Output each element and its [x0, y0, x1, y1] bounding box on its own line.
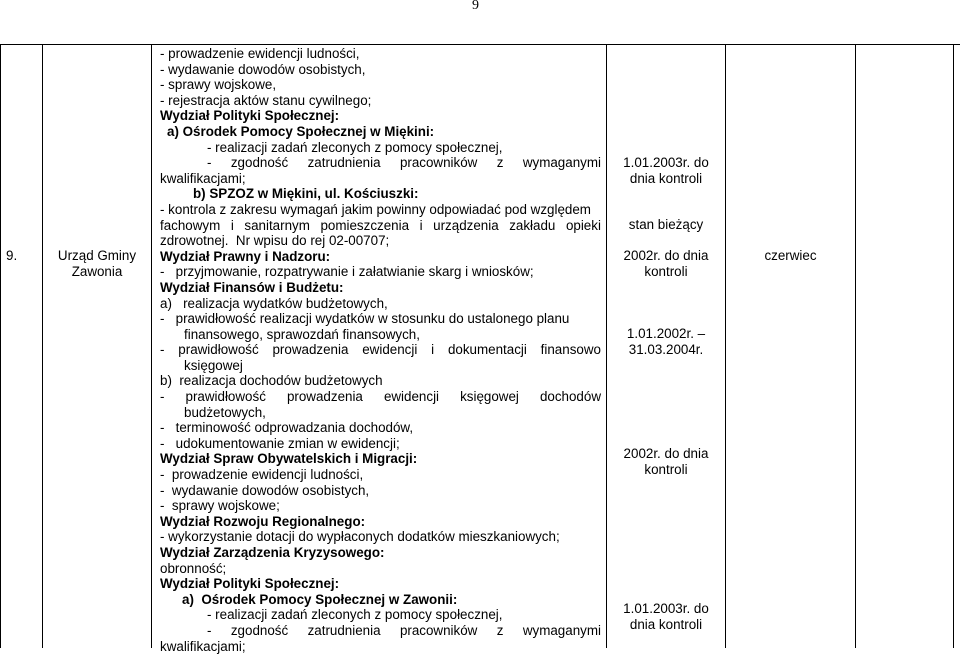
period-entry: dnia kontroli — [629, 617, 703, 632]
col-border-5 — [855, 44, 856, 648]
period-entry: stan bieżący — [628, 217, 704, 232]
scope-line: - prowadzenie ewidencji ludności, — [160, 467, 364, 483]
scope-line: zdrowotnej. Nr wpisu do rej 02-00707; — [160, 233, 390, 249]
col-border-4 — [725, 44, 726, 648]
unit-name-line2: Zawonia — [71, 264, 123, 279]
period-entry: 1.01.2002r. – — [626, 326, 706, 341]
scope-line: księgowej — [184, 357, 243, 373]
row-number: 9. — [6, 248, 18, 263]
scope-line: - prawidłowość realizacji wydatków w stosunku do ustalonego planu — [160, 311, 570, 327]
col-border-0 — [0, 44, 1, 648]
section-heading: Wydział Zarządzenia Kryzysowego: — [160, 545, 385, 560]
period-entry: dnia kontroli — [629, 171, 703, 186]
scope-line: - wykorzystanie dotacji do wypłaconych dodatków mieszkaniowych; — [160, 529, 560, 545]
section-heading: Wydział Polityki Społecznej: — [160, 576, 340, 592]
scope-justified-line: - zgodność zatrudnienia pracowników z wymaganymi — [207, 155, 601, 171]
section-heading: Wydział Prawny i Nadzoru: — [160, 248, 331, 264]
col-border-2 — [151, 44, 152, 648]
section-heading: Wydział Finansów i Budżetu: — [160, 279, 344, 295]
period-entry: 1.01.2003r. do — [623, 155, 709, 170]
unit-name-line1: Urząd Gminy — [57, 248, 137, 263]
period-entry: 2002r. do dnia — [623, 446, 709, 461]
scope-line: - wydawanie dowodów osobistych, — [160, 482, 370, 498]
subsection-heading: a) Ośrodek Pomocy Społecznej w Miękini: — [167, 123, 435, 139]
subsection-heading: b) SPZOZ w Miękini, ul. Kościuszki: — [193, 186, 419, 202]
month-entry: czerwiec — [764, 248, 817, 263]
scope-line: - kontrola z zakresu wymagań jakim powinny odpowiadać pod względem — [160, 201, 591, 217]
scope-line: budżetowych, — [184, 404, 266, 420]
col-border-1 — [42, 44, 43, 648]
period-entry: 31.03.2004r. — [628, 342, 704, 357]
period-entry: 2002r. do dnia — [623, 248, 709, 263]
scope-justified-line: - prawidłowość prowadzenia ewidencji księgowej dochodów — [160, 389, 601, 405]
scope-line: - prowadzenie ewidencji ludności, — [160, 46, 360, 61]
scope-line: finansowego, sprawozdań finansowych, — [184, 326, 420, 342]
col-border-6 — [953, 44, 954, 648]
scope-line: - udokumentowanie zmian w ewidencji; — [160, 435, 400, 451]
scope-line: a) realizacja wydatków budżetowych, — [160, 295, 388, 311]
scope-justified-line: - prawidłowość prowadzenia ewidencji i dokumentacji finansowo — [160, 342, 601, 358]
scope-line: kwalifikacjami; — [160, 170, 246, 186]
scope-line: - przyjmowanie, rozpatrywanie i załatwianie skarg i wniosków; — [160, 264, 534, 280]
table-top-border — [0, 44, 960, 45]
section-heading: Wydział Polityki Społecznej: — [160, 108, 340, 124]
period-entry: kontroli — [644, 264, 688, 279]
scope-line: - rejestracja aktów stanu cywilnego; — [160, 92, 372, 108]
page-number: 9 — [472, 0, 479, 13]
inspection-table — [0, 44, 960, 654]
scope-line: - sprawy wojskowe, — [160, 77, 277, 93]
scope-line: obronność; — [160, 560, 227, 576]
period-entry: kontroli — [644, 462, 688, 477]
scope-line: - terminowość odprowadzania dochodów, — [160, 420, 414, 436]
scope-column — [160, 46, 601, 654]
scope-justified-line: fachowym i sanitarnym pomieszczenia i urządzenia zakładu opieki — [160, 217, 601, 233]
period-entry: 1.01.2003r. do — [623, 601, 709, 616]
section-heading: Wydział Spraw Obywatelskich i Migracji: — [160, 451, 418, 467]
scope-line: - realizacji zadań zleconych z pomocy społecznej, — [207, 139, 503, 155]
scope-line: - sprawy wojskowe; — [160, 498, 280, 514]
scope-line: b) realizacja dochodów budżetowych — [160, 373, 383, 389]
subsection-heading: a) Ośrodek Pomocy Społecznej w Zawonii: — [182, 591, 458, 607]
scope-justified-line: - zgodność zatrudnienia pracowników z wymaganymi — [207, 622, 601, 638]
section-heading: Wydział Rozwoju Regionalnego: — [160, 513, 366, 529]
scope-line: kwalifikacjami; — [160, 638, 246, 654]
scope-line: - realizacji zadań zleconych z pomocy społecznej, — [207, 607, 503, 623]
scope-line: - wydawanie dowodów osobistych, — [160, 61, 366, 77]
